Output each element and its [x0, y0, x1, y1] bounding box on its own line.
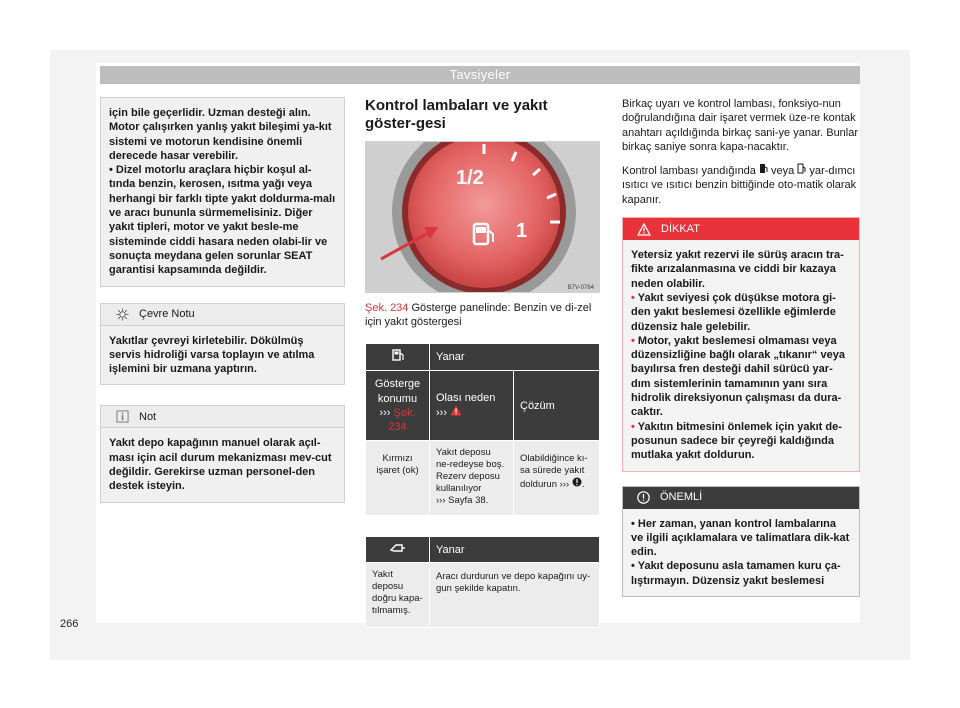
paragraph-1: Birkaç uyarı ve kontrol lambası, fonksiyo-nun doğrulandığına dair işaret vermek üze-re kontak anahtarı açıldığında birkaç sani-ye yanar. Bunlar birkaç saniye sonra kapa-nacaktır. [622, 98, 859, 153]
table1-row-cause: Yakıt deposu ne-redeyse boş. Rezerv deposu kullanılıyor ››› Sayfa 38. [430, 441, 514, 516]
fuel-gauge-figure [365, 141, 600, 293]
inline-fuel-pump-icon [759, 165, 768, 177]
inline-fuel-pump-outline-icon [797, 165, 806, 177]
fuel-pump-icon [391, 353, 405, 365]
page-header: Tavsiyeler [100, 66, 860, 84]
fuel-cap-icon [390, 545, 406, 557]
exclamation-circle-icon [572, 479, 582, 490]
important-bullet: • Her zaman, yanan kontrol lambalarına ve ilgili açıklamalara ve talimatlara dik-kat edin. [631, 517, 850, 559]
caption-text: Gösterge panelinde: Benzin ve di-zel için yakıt göstergesi [365, 302, 592, 328]
paragraph-2-a: Kontrol lambası yandığında [622, 165, 756, 178]
note-box [100, 405, 345, 502]
intro-warning-box [100, 97, 345, 287]
note-header [101, 406, 344, 428]
row-cause-text: Yakıt deposu ne-redeyse boş. Rezerv deposu kullanılıyor [436, 447, 505, 495]
section-title: Kontrol lambaları ve yakıt göster-gesi [365, 97, 548, 132]
row-solution-text: Olabildiğince kı-sa sürede yakıt doldurun [520, 453, 588, 491]
warning-triangle-icon [450, 407, 462, 419]
header-position-ref: Şek. 234 [388, 406, 416, 434]
gauge-full-label: 1 [516, 220, 528, 242]
warning-title: DİKKAT [661, 222, 700, 235]
column-2 [365, 97, 600, 628]
warning-bullet: • Motor, yakıt beslemesi olmaması veya düzensizliğine bağlı olarak „tıkanır“ veya bayılırsa fren desteği dahil sürücü yar-dım sistemlerinin tamamının yanı sıra hidrolik direksiyonun çalışması da dura-caktır. [631, 334, 845, 419]
fuel-cap-table [365, 536, 600, 628]
paragraph-2-c: yar-dımcı ısıtıcı ve ısıtıcı benzin bittiğinde oto-matik olarak kapanır. [622, 165, 857, 206]
table2-icon-cell [366, 537, 430, 563]
intro-text: için bile geçerlidir. Uzman desteği alın. Motor çalışırken yanlış yakıt bileşimi ya-kıt sistemi ve motorun kendisine önemli derecede hasar verebilir. [109, 107, 332, 162]
warning-text: Yetersiz yakıt rezervi ile sürüş aracın tra-fikte arızalanmasına ve ciddi bir kazaya neden olabilir. [631, 249, 844, 290]
table2-row-solution: Aracı durdurun ve depo kapağını uy-gun şekilde kapatın. [430, 563, 600, 628]
note-text: Yakıt depo kapağının manuel olarak açıl-ması için acil durum mekanizması mev-cut değildir. Gerekirse uzman personel-den destek isteyin. [109, 437, 332, 493]
caption-ref: Şek. 234 [365, 302, 409, 314]
row-cause-ref: Sayfa 38. [448, 495, 489, 507]
warning-header [623, 218, 859, 240]
gauge-half-label: 1/2 [456, 167, 484, 189]
column-1 [100, 97, 345, 503]
info-icon [115, 410, 129, 424]
header-position-label: Gösterge konumu [374, 378, 421, 405]
environment-note-title: Çevre Notu [139, 307, 195, 320]
column-3 [622, 97, 860, 597]
environment-note-box [100, 303, 345, 386]
paragraph-2 [622, 163, 860, 207]
warning-body [623, 240, 859, 470]
important-box [622, 486, 860, 597]
important-bullet: • Yakıt deposunu asla tamamen kuru ça-lıştırmayın. Düzensiz yakıt beslemesi [631, 560, 841, 587]
fuel-warning-table [365, 343, 600, 516]
table1-header-solution: Çözüm [514, 371, 600, 441]
header-cause-label: Olası neden [436, 392, 496, 405]
figure-caption [365, 301, 600, 329]
table1-row-position: Kırmızı işaret (ok) [366, 441, 430, 516]
warning-triangle-icon [637, 223, 651, 236]
table2-row-cause: Yakıt deposu doğru kapa-tılmamış. [366, 563, 430, 628]
environment-note-header [101, 304, 344, 326]
table1-row-solution: Olabildiğince kı-sa sürede yakıt doldurun ››› . [514, 441, 600, 516]
leaf-icon [115, 307, 129, 321]
warning-bullet: • Yakıtın bitmesini önlemek için yakıt de-posunun sadece bir çeyreği kaldığında mutlaka yakıt doldurun. [631, 420, 842, 462]
important-body [623, 509, 859, 596]
environment-note-text: Yakıtlar çevreyi kirletebilir. Dökülmüş servis hidroliği varsa toplayın ve atılma işlemini bir uzmana yaptırın. [109, 334, 315, 376]
warning-box [622, 217, 860, 471]
table1-header-position: Gösterge konumu ››› Şek. 234 [366, 371, 430, 441]
page-number: 266 [60, 618, 79, 630]
important-header [623, 487, 859, 509]
exclamation-circle-icon [637, 491, 650, 504]
intro-bullet: • Dizel motorlu araçlara hiçbir koşul al-tında benzin, kerosen, ısıtma yağı veya herhangi bir farklı tipte yakıt doldurma-malı ve aracı bununla sürmemelisiniz. Diğer yakıt tipleri, motor ve yakıt besle-me sisteminde ciddi hasara neden olabi-lir ve sonuçta meydana gelen sorunlar SEAT garantisi kapsamında değildir. [109, 163, 336, 277]
fuel-gauge-illustration [366, 142, 600, 293]
table1-header-cause: Olası neden ››› [430, 371, 514, 441]
figure-code: B7V-0764 [567, 285, 594, 291]
table1-icon-cell [366, 344, 430, 371]
table1-status: Yanar [430, 344, 600, 371]
important-title: ÖNEMLİ [660, 491, 703, 504]
note-title: Not [139, 410, 157, 423]
table2-status: Yanar [430, 537, 600, 563]
warning-bullet: • Yakıt seviyesi çok düşükse motora gi-den yakıt beslemesi özellikle eğimlerde düzensiz hale gelebilir. [631, 291, 836, 333]
paragraph-2-b: veya [771, 165, 795, 178]
